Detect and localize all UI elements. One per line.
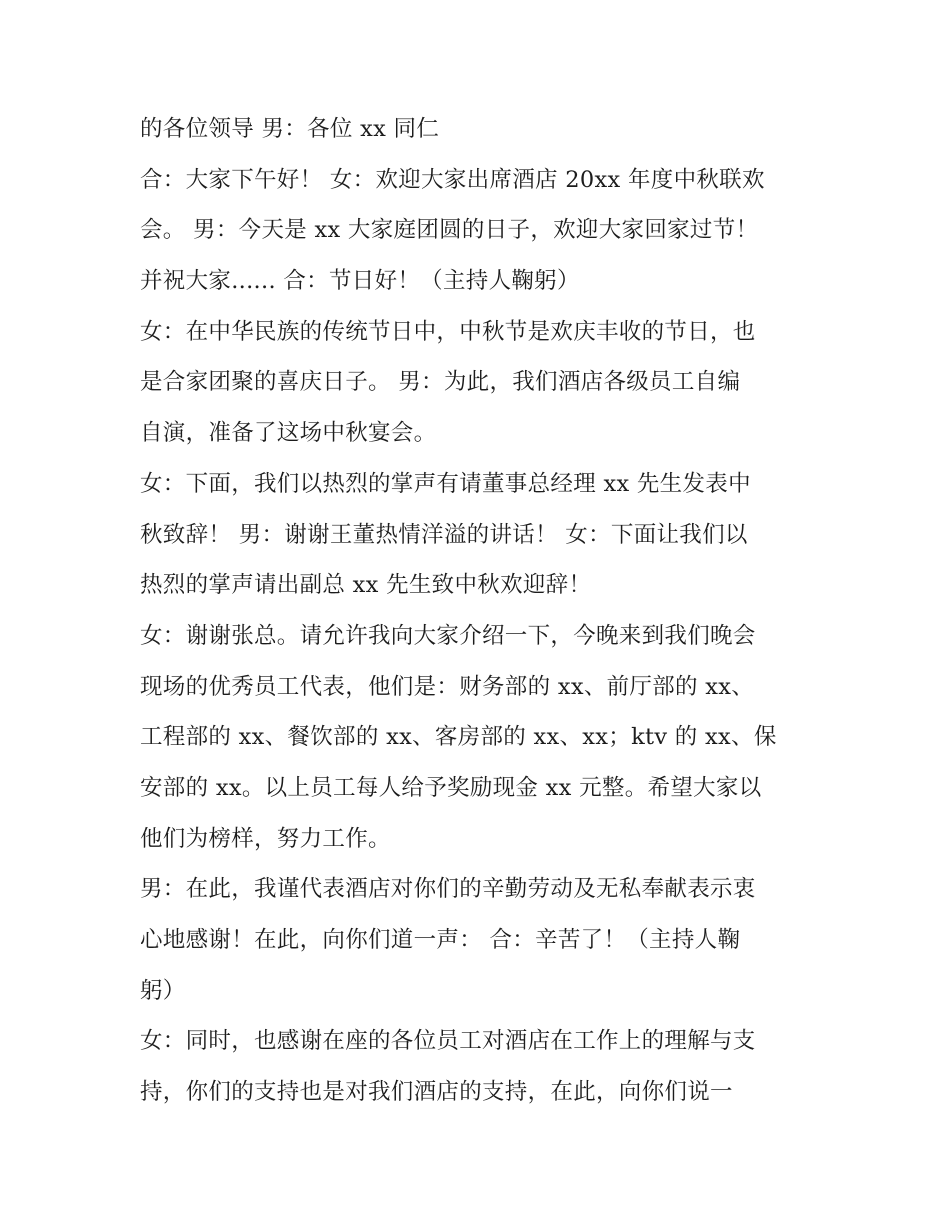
text-line: 并祝大家...... 合：节日好！（主持人鞠躬） xyxy=(140,268,580,295)
text-line: 女：下面，我们以热烈的掌声有请董事总经理 xx 先生发表中 xyxy=(140,470,751,497)
text-line: 女：在中华民族的传统节日中，中秋节是欢庆丰收的节日，也 xyxy=(140,318,756,345)
text-line: 躬） xyxy=(140,977,186,1004)
text-line: 合：大家下午好！ 女：欢迎大家出席酒店 20xx 年度中秋联欢 xyxy=(140,166,765,193)
text-line: 热烈的掌声请出副总 xx 先生致中秋欢迎辞！ xyxy=(140,572,592,599)
text-line: 是合家团聚的喜庆日子。 男：为此，我们酒店各级员工自编 xyxy=(140,369,741,396)
text-line: 他们为榜样，努力工作。 xyxy=(140,825,391,852)
text-line: 女：同时，也感谢在座的各位员工对酒店在工作上的理解与支 xyxy=(140,1028,756,1055)
text-line: 秋致辞！ 男：谢谢王董热情洋溢的讲话！ 女：下面让我们以 xyxy=(140,521,748,548)
text-line: 的各位领导 男：各位 xx 同仁 xyxy=(140,116,440,142)
document-body xyxy=(140,104,830,1118)
text-line: 会。 男：今天是 xx 大家庭团圆的日子，欢迎大家回家过节！ xyxy=(140,217,759,244)
text-line: 女：谢谢张总。请允许我向大家介绍一下，今晚来到我们晚会 xyxy=(140,622,756,649)
text-line: 持，你们的支持也是对我们酒店的支持，在此，向你们说一 xyxy=(140,1079,733,1106)
text-line: 心地感谢！在此，向你们道一声： 合：辛苦了！（主持人鞠 xyxy=(140,927,741,953)
text-line: 工程部的 xx、餐饮部的 xx、客房部的 xx、xx；ktv 的 xx、保 xyxy=(140,724,777,751)
text-line: 现场的优秀员工代表，他们是：财务部的 xx、前厅部的 xx、 xyxy=(140,673,755,700)
text-line: 男：在此，我谨代表酒店对你们的辛勤劳动及无私奉献表示衷 xyxy=(140,876,756,903)
text-line: 自演，准备了这场中秋宴会。 xyxy=(140,420,437,447)
text-line: 安部的 xx。以上员工每人给予奖励现金 xx 元整。希望大家以 xyxy=(140,774,762,801)
